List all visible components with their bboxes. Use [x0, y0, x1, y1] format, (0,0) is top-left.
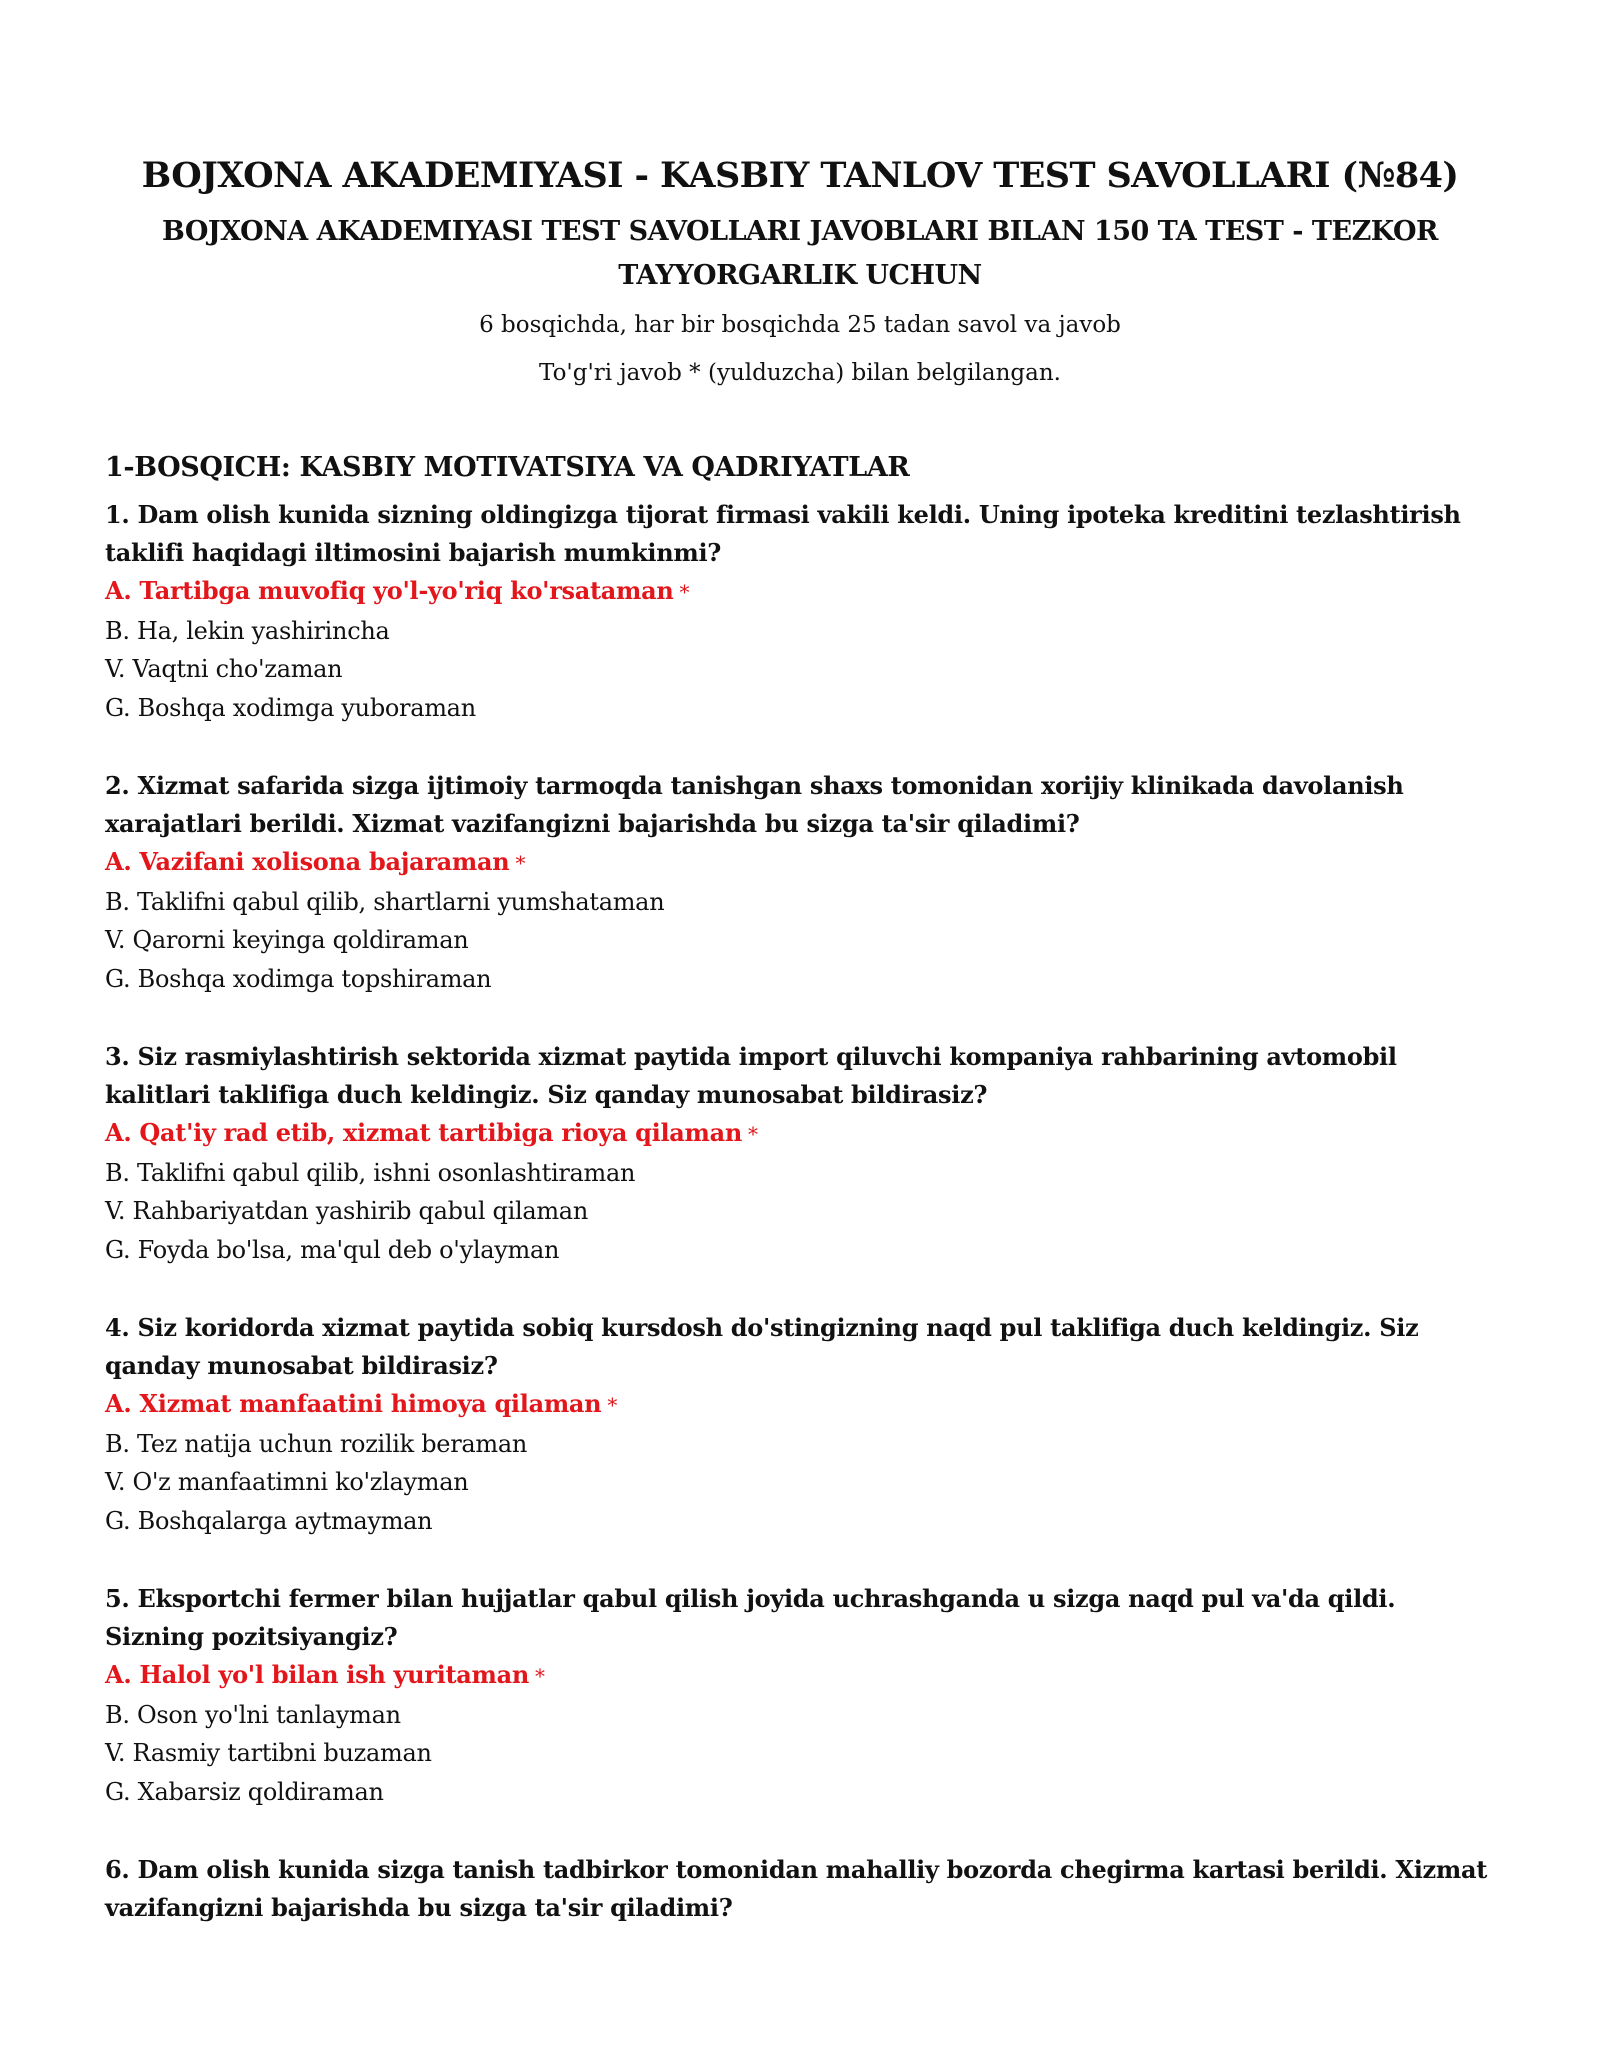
- option: B. Taklifni qabul qilib, ishni osonlashtiraman: [105, 1158, 636, 1187]
- document-title: BOJXONA AKADEMIYASI - KASBIY TANLOV TEST SAVOLLARI (№84): [141, 155, 1459, 196]
- correct-mark: *: [607, 1393, 618, 1417]
- option-label: A. Vazifani xolisona bajaraman: [105, 847, 510, 876]
- question-text: 3. Siz rasmiylashtirish sektorida xizmat paytida import qiluvchi kompaniya rahbarining avtomobil kalitlari taklifiga duch keldingiz. Siz qanday munosabat bildirasiz?: [105, 1042, 1397, 1109]
- option-label: A. Qat'iy rad etib, xizmat tartibiga rioya qilaman: [105, 1118, 743, 1147]
- correct-mark: *: [535, 1664, 545, 1688]
- document-subtitle: BOJXONA AKADEMIYASI TEST SAVOLLARI JAVOBLARI BILAN 150 TA TEST - TEZKOR TAYYORGARLIK UCHUN: [162, 216, 1438, 291]
- correct-mark: *: [748, 1122, 758, 1146]
- option: G. Boshqalarga aytmayman: [105, 1506, 433, 1535]
- section-title: 1-BOSQICH: KASBIY MOTIVATSIYA VA QADRIYATLAR: [105, 452, 910, 483]
- intro-line-stages: 6 bosqichda, har bir bosqichda 25 tadan savol va javob: [479, 312, 1121, 338]
- option-correct: [105, 1656, 1495, 1696]
- option: B. Tez natija uchun rozilik beraman: [105, 1429, 528, 1458]
- option: V. Rasmiy tartibni buzaman: [105, 1739, 432, 1767]
- option-correct: [105, 1385, 1495, 1425]
- question-text: 5. Eksportchi fermer bilan hujjatlar qabul qilish joyida uchrashganda u sizga naqd pul va'da qildi. Sizning pozitsiyangiz?: [105, 1584, 1396, 1651]
- question-list: [105, 496, 1495, 1927]
- question-item: [105, 496, 1495, 727]
- document-header: [105, 0, 1495, 388]
- question-text: 6. Dam olish kunida sizga tanish tadbirkor tomonidan mahalliy bozorda chegirma kartasi berildi. Xizmat vazifangizni bajarishda bu sizga ta'sir qiladimi?: [105, 1855, 1487, 1922]
- option: G. Xabarsiz qoldiraman: [105, 1777, 384, 1806]
- option-correct: [105, 1114, 1495, 1154]
- option: G. Boshqa xodimga topshiraman: [105, 964, 492, 993]
- option: B. Oson yo'lni tanlayman: [105, 1700, 401, 1729]
- question-item: [105, 1851, 1495, 1927]
- question-item: [105, 767, 1495, 998]
- option: G. Foyda bo'lsa, ma'qul deb o'ylayman: [105, 1235, 560, 1264]
- option-correct: [105, 572, 1495, 612]
- option-label: A. Halol yo'l bilan ish yuritaman: [105, 1660, 530, 1689]
- question-item: [105, 1309, 1495, 1540]
- question-text: 4. Siz koridorda xizmat paytida sobiq kursdosh do'stingizning naqd pul taklifiga duch keldingiz. Siz qanday munosabat bildirasiz?: [105, 1313, 1419, 1380]
- option: G. Boshqa xodimga yuboraman: [105, 693, 476, 722]
- correct-mark: *: [679, 580, 690, 604]
- correct-mark: *: [515, 851, 526, 875]
- question-item: [105, 1038, 1495, 1269]
- question-text: 1. Dam olish kunida sizning oldingizga tijorat firmasi vakili keldi. Uning ipoteka kreditini tezlashtirish taklifi haqidagi iltimosini bajarish mumkinmi?: [105, 500, 1461, 567]
- intro-line-answer-mark: To'g'ri javob * (yulduzcha) bilan belgilangan.: [539, 360, 1061, 386]
- option-correct: [105, 843, 1495, 883]
- option: B. Taklifni qabul qilib, shartlarni yumshataman: [105, 887, 665, 916]
- option: V. Vaqtni cho'zaman: [105, 655, 343, 683]
- option: B. Ha, lekin yashirincha: [105, 616, 390, 645]
- option: V. O'z manfaatimni ko'zlayman: [105, 1468, 469, 1496]
- question-item: [105, 1580, 1495, 1811]
- option: V. Qarorni keyinga qoldiraman: [105, 926, 469, 954]
- option: V. Rahbariyatdan yashirib qabul qilaman: [105, 1197, 588, 1225]
- option-label: A. Tartibga muvofiq yo'l-yo'riq ko'rsataman: [105, 576, 674, 605]
- question-text: 2. Xizmat safarida sizga ijtimoiy tarmoqda tanishgan shaxs tomonidan xorijiy klinikada davolanish xarajatlari berildi. Xizmat vazifangizni bajarishda bu sizga ta'sir qiladimi?: [105, 771, 1404, 838]
- option-label: A. Xizmat manfaatini himoya qilaman: [105, 1389, 602, 1418]
